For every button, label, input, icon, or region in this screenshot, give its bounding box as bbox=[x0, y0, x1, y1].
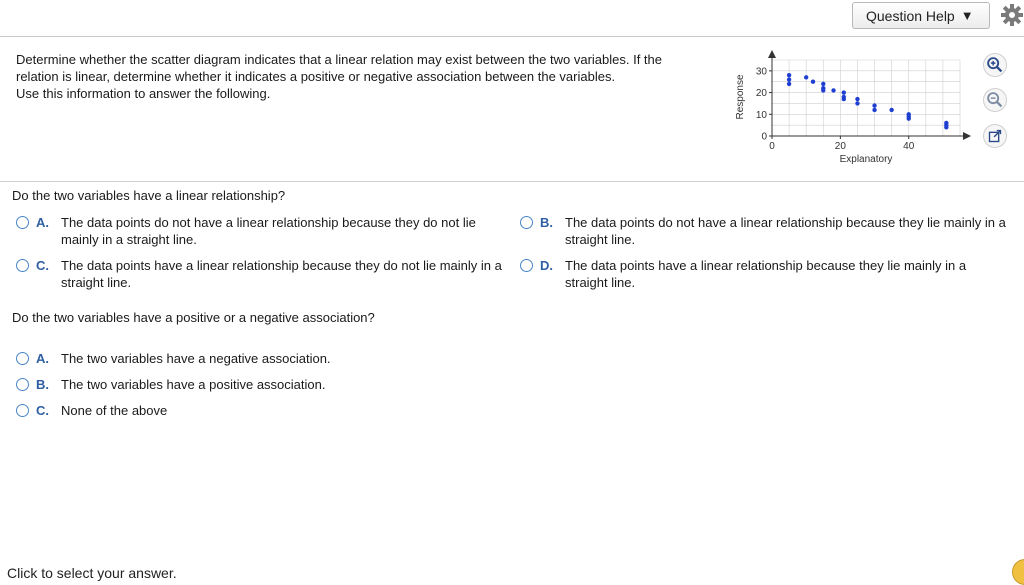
x-tick-label: 20 bbox=[834, 141, 846, 152]
data-point bbox=[821, 82, 825, 86]
status-text: Click to select your answer. bbox=[7, 565, 177, 581]
data-point bbox=[787, 77, 791, 81]
data-point bbox=[872, 108, 876, 112]
option-text: The data points do not have a linear relationship because they do not lie mainly in a straight line. bbox=[61, 215, 476, 247]
option-text: The two variables have a positive association. bbox=[61, 377, 326, 392]
x-tick-label: 0 bbox=[769, 141, 775, 152]
data-point bbox=[787, 82, 791, 86]
data-point bbox=[872, 103, 876, 107]
question-2-prompt: Do the two variables have a positive or a negative association? bbox=[12, 310, 375, 325]
data-point bbox=[821, 88, 825, 92]
help-icon[interactable] bbox=[1012, 559, 1024, 585]
q2-option-a[interactable] bbox=[16, 350, 616, 367]
option-text: The data points do not have a linear relationship because they lie mainly in a straight line. bbox=[565, 215, 1006, 247]
data-point bbox=[831, 88, 835, 92]
option-text: The data points have a linear relationship because they do not lie mainly in a straight line. bbox=[61, 258, 502, 290]
data-point bbox=[811, 80, 815, 84]
x-axis-label: Explanatory bbox=[839, 154, 893, 165]
option-text: The two variables have a negative association. bbox=[61, 351, 331, 366]
option-letter: C. bbox=[36, 258, 49, 273]
y-tick-label: 10 bbox=[755, 109, 767, 121]
y-tick-label: 30 bbox=[755, 66, 767, 78]
y-axis-label: Response bbox=[735, 74, 746, 120]
q2-option-c[interactable] bbox=[16, 402, 616, 419]
data-point bbox=[907, 116, 911, 120]
data-point bbox=[787, 73, 791, 77]
caret-down-icon: ▼ bbox=[960, 8, 974, 23]
radio-button[interactable] bbox=[16, 352, 29, 365]
zoom-out-icon[interactable] bbox=[983, 88, 1007, 112]
radio-button[interactable] bbox=[16, 378, 29, 391]
q2-option-b[interactable] bbox=[16, 376, 616, 393]
instructions-line: Use this information to answer the following. bbox=[16, 86, 271, 101]
q1-option-c[interactable] bbox=[16, 257, 516, 291]
data-point bbox=[842, 97, 846, 101]
y-tick-label: 20 bbox=[755, 88, 767, 100]
q1-option-b[interactable] bbox=[520, 214, 1020, 248]
option-text: The data points have a linear relationship because they lie mainly in a straight line. bbox=[565, 258, 967, 290]
data-point bbox=[842, 90, 846, 94]
option-letter: B. bbox=[36, 377, 49, 392]
zoom-in-icon[interactable] bbox=[983, 53, 1007, 77]
option-letter: A. bbox=[36, 351, 49, 366]
y-tick-label: 0 bbox=[761, 131, 767, 143]
radio-button[interactable] bbox=[520, 216, 533, 229]
radio-button[interactable] bbox=[16, 216, 29, 229]
data-point bbox=[855, 101, 859, 105]
instructions-line: Determine whether the scatter diagram indicates that a linear relation may exist between the two variables. If the bbox=[16, 52, 662, 67]
option-letter: D. bbox=[540, 258, 553, 273]
y-axis-arrow bbox=[768, 50, 776, 58]
radio-button[interactable] bbox=[16, 404, 29, 417]
top-bar bbox=[0, 0, 1024, 37]
section-divider bbox=[0, 181, 1024, 182]
question-1-prompt: Do the two variables have a linear relationship? bbox=[12, 188, 286, 203]
instructions-line: relation is linear, determine whether it indicates a positive or negative association between the variables. bbox=[16, 69, 616, 84]
q1-option-a[interactable] bbox=[16, 214, 501, 248]
data-point bbox=[889, 108, 893, 112]
radio-button[interactable] bbox=[520, 259, 533, 272]
popout-icon[interactable] bbox=[983, 124, 1007, 148]
x-tick-label: 40 bbox=[903, 141, 915, 152]
instructions bbox=[16, 51, 716, 102]
option-text: None of the above bbox=[61, 403, 168, 418]
option-letter: A. bbox=[36, 215, 49, 230]
q1-option-d[interactable] bbox=[520, 257, 1000, 291]
option-letter: C. bbox=[36, 403, 49, 418]
question-help-label: Question Help bbox=[866, 7, 955, 24]
data-point bbox=[944, 125, 948, 129]
data-point bbox=[804, 75, 808, 79]
gear-icon[interactable] bbox=[1001, 4, 1023, 26]
plot-grid bbox=[772, 60, 960, 136]
data-point bbox=[855, 97, 859, 101]
question-help-button[interactable] bbox=[852, 2, 990, 29]
scatter-plot bbox=[730, 48, 980, 172]
x-axis-arrow bbox=[963, 132, 971, 140]
option-letter: B. bbox=[540, 215, 553, 230]
radio-button[interactable] bbox=[16, 259, 29, 272]
